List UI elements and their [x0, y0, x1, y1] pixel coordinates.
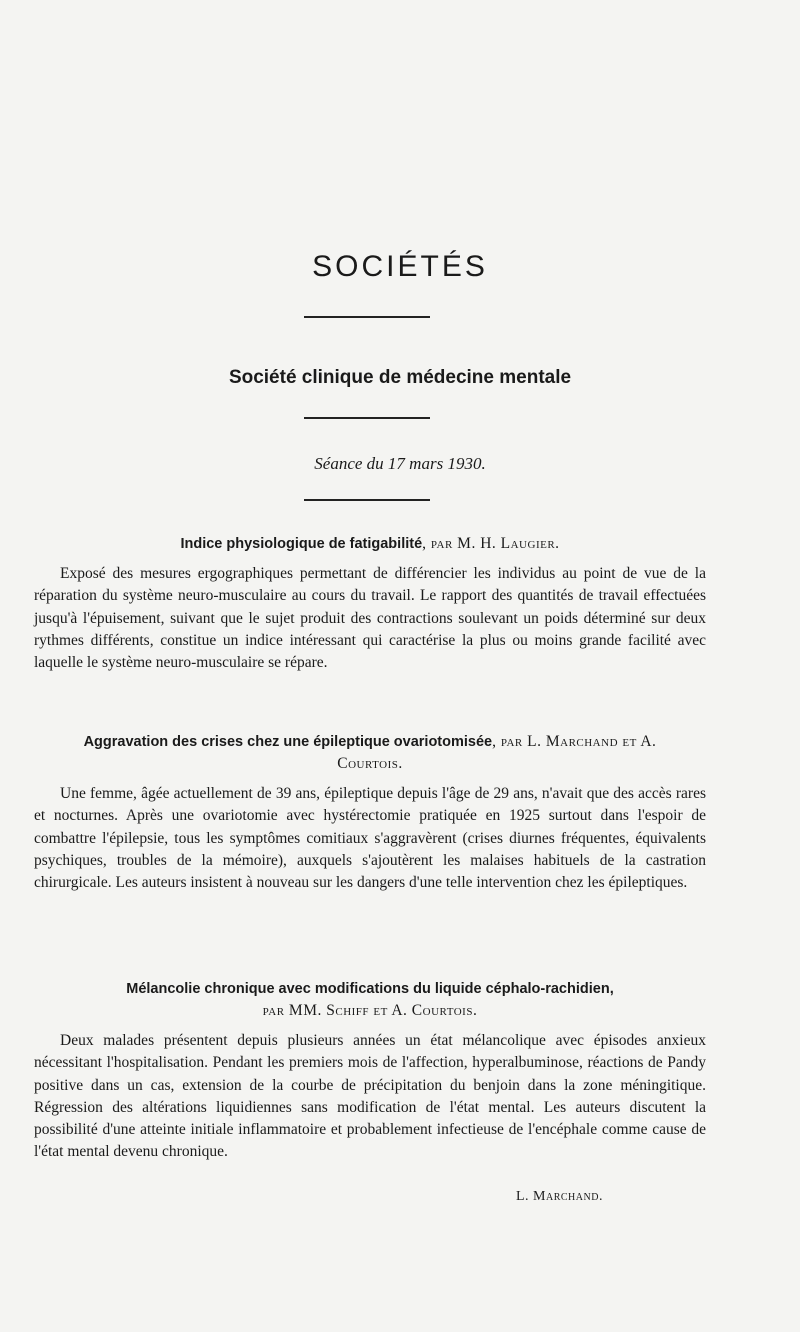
- article-authors: par MM. Schiff et A. Courtois.: [262, 1002, 478, 1019]
- article-title: Indice physiologique de fatigabilité: [180, 536, 423, 552]
- section-title: SOCIÉTÉS: [312, 250, 488, 283]
- society-divider: [304, 417, 430, 419]
- article-melancolie: [34, 978, 706, 1164]
- article-epilepsie: [34, 731, 706, 894]
- society-title: Société clinique de médecine mentale: [228, 367, 572, 388]
- article-heading: [34, 978, 706, 1022]
- article-body: Une femme, âgée actuellement de 39 ans, épileptique depuis l'âge de 29 ans, n'avait que des accès rares et nocturnes. Après une ovariotomie avec hystérectomie pratiquée en 1925 surtout dans l'espoir de combattre l'épilepsie, tous les symptômes comitiaux s'aggravèrent (crises diurnes fréquentes, équivalents psychiques, troubles de la mémoire), auxquels s'ajoutèrent les malaises habituels de la castration chirurgicale. Les auteurs insistent à nouveau sur les dangers d'une telle intervention chez les épileptiques.: [34, 785, 706, 892]
- article-heading: [34, 731, 706, 775]
- title-divider: [304, 316, 430, 318]
- session-divider: [304, 499, 430, 501]
- article-body: Exposé des mesures ergographiques permettant de différencier les individus au point de vue de la réparation du système neuro-musculaire au cours du travail. Le rapport des quantités de travail effectuées jusqu'à l'épuisement, suivant que le sujet produit des contractions soulevant un poids déterminé sur deux rythmes différents, constitue un indice intéressant qui caractérise la plus ou moins grande facilité avec laquelle le système neuro-musculaire se répare.: [34, 565, 706, 672]
- session-date: Séance du 17 mars 1930.: [314, 454, 486, 473]
- article-body: Deux malades présentent depuis plusieurs années un état mélancolique avec épisodes anxieux nécessitant l'hospitalisation. Pendant les premiers mois de l'affection, hyperalbuminose, réactions de Pandy positive dans un cas, extension de la courbe de précipitation du benjoin dans la zone méningitique. Régression des altérations liquidiennes sans modification de l'état mental. Les auteurs discutent la possibilité d'une atteinte initiale inflammatoire et probablement infectieuse de l'encéphale comme cause de l'état mental devenu chronique.: [34, 1032, 706, 1161]
- article-title: Aggravation des crises chez une épileptique ovariotomisée: [83, 734, 493, 750]
- article-authors: , par M. H. Laugier.: [422, 535, 560, 552]
- article-fatigabilite: [34, 533, 706, 674]
- article-authors: , par L. Marchand et A. Courtois.: [337, 733, 657, 772]
- signature: L. Marchand.: [516, 1189, 603, 1204]
- article-heading: [34, 533, 706, 555]
- article-title: Mélancolie chronique avec modifications du liquide céphalo-rachidien,: [126, 981, 614, 997]
